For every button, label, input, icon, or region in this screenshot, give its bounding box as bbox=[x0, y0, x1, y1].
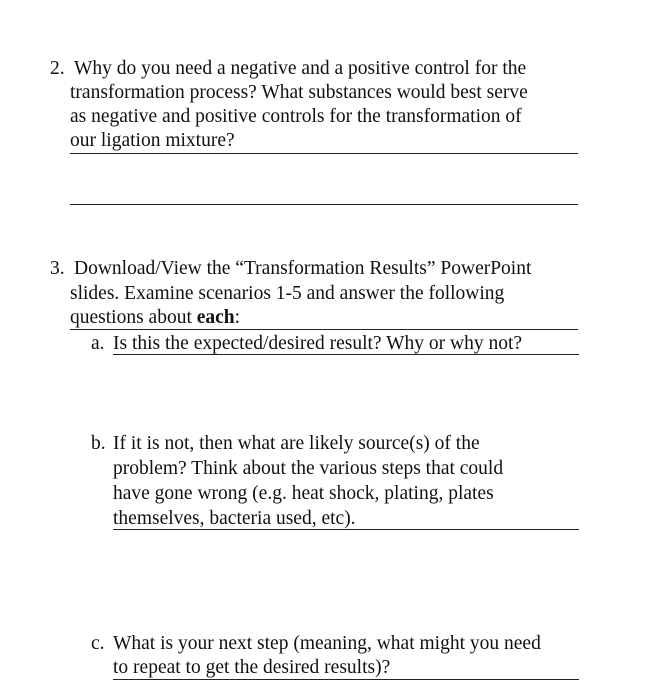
q2-number: 2. bbox=[50, 58, 65, 79]
q3-line-3-post: : bbox=[234, 307, 241, 328]
q2-line-3: as negative and positive controls for the transformation of bbox=[70, 106, 522, 127]
q2-line-2: transformation process? What substances would best serve bbox=[70, 82, 528, 103]
q3-number: 3. bbox=[50, 258, 65, 279]
q3c-line-2: to repeat to get the desired results)? bbox=[113, 657, 391, 678]
q3-line-1: Download/View the “Transformation Results” PowerPoint bbox=[74, 258, 532, 279]
q3b-line-4: themselves, bacteria used, etc). bbox=[113, 508, 356, 529]
q3c-answer-line[interactable] bbox=[113, 679, 579, 680]
q2-line-4: our ligation mixture? bbox=[70, 130, 235, 151]
q3a-text: Is this the expected/desired result? Why or why not? bbox=[113, 333, 523, 354]
q2-answer-line-1[interactable] bbox=[70, 153, 578, 154]
q3-line-3-pre: questions about bbox=[70, 307, 197, 328]
q3a-answer-line[interactable] bbox=[113, 354, 579, 355]
q3b-line-2: problem? Think about the various steps that could bbox=[113, 458, 504, 479]
q3-answer-line[interactable] bbox=[70, 329, 578, 330]
q3-line-3 bbox=[70, 306, 240, 330]
q3c-letter: c. bbox=[91, 633, 105, 654]
q3-each-emphasis: each bbox=[196, 307, 235, 328]
q3b-line-3: have gone wrong (e.g. heat shock, plating, plates bbox=[113, 483, 494, 504]
q3a-letter: a. bbox=[91, 333, 105, 354]
q3b-line-1: If it is not, then what are likely source(s) of the bbox=[113, 433, 480, 454]
q3b-answer-line[interactable] bbox=[113, 529, 579, 530]
q3c-line-1: What is your next step (meaning, what might you need bbox=[113, 633, 541, 654]
q3-line-2: slides. Examine scenarios 1-5 and answer the following bbox=[70, 283, 505, 304]
q2-answer-line-2[interactable] bbox=[70, 204, 578, 205]
q2-line-1: Why do you need a negative and a positive control for the bbox=[74, 58, 527, 79]
q3b-letter: b. bbox=[91, 433, 106, 454]
